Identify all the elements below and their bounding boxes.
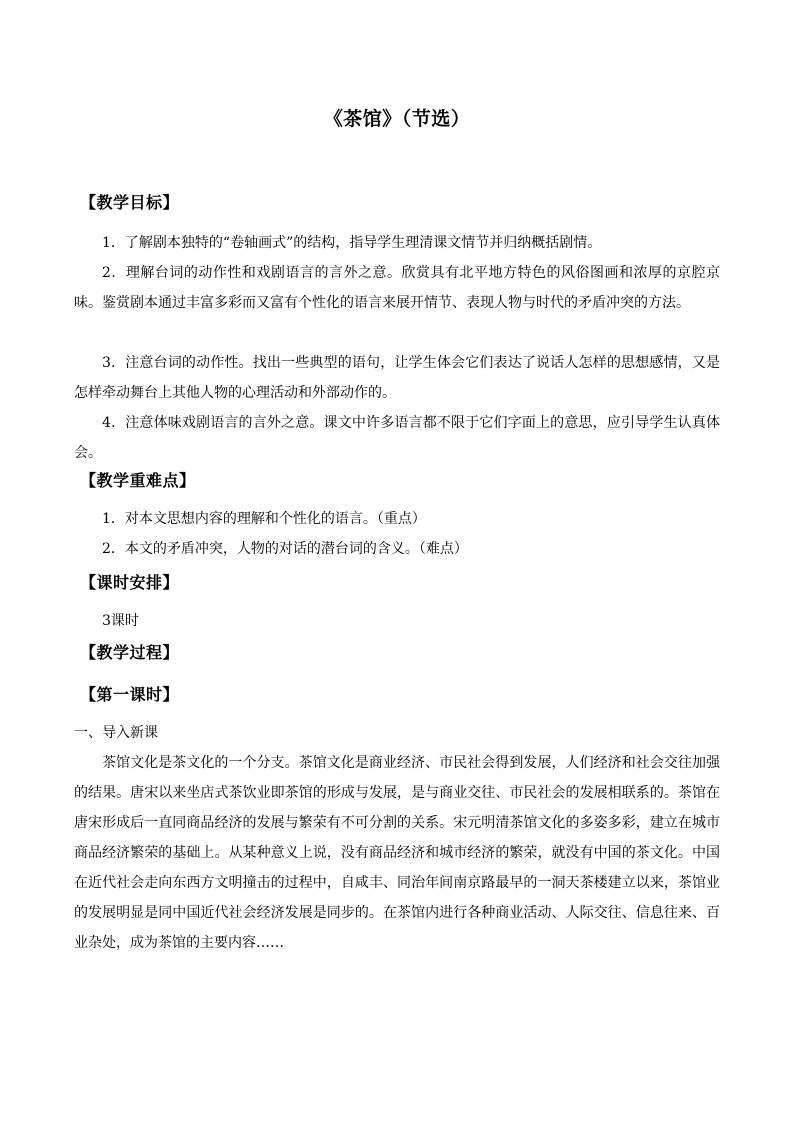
key-point-item-2: 2．本文的矛盾冲突，人物的对话的潜台词的含义。（难点）	[102, 541, 468, 557]
heading-teaching-goals: 【教学目标】	[80, 193, 180, 212]
lesson-one-subheading: 一、导入新课	[74, 725, 158, 741]
key-point-item-1: 1．对本文思想内容的理解和个性化的语言。（重点）	[102, 511, 426, 527]
heading-lesson-one: 【第一课时】	[80, 685, 180, 704]
goal-item-3: 3．注意台词的动作性。找出一些典型的语句，让学生体会它们表达了说话人怎样的思想感情，又是怎样牵动舞台上其他人物的心理活动和外部动作的。	[74, 355, 720, 401]
lesson-one-paragraph: 茶馆文化是茶文化的一个分支。茶馆文化是商业经济、市民社会得到发展，人们经济和社会交往加强的结果。唐宋以来坐店式茶饮业即茶馆的形成与发展，是与商业交往、市民社会的发展相联系的。茶馆在唐宋形成后一直同商品经济的发展与繁荣有不可分割的关系。宋元明清茶馆文化的多姿多彩，建立在城市商品经济繁荣的基础上。从某种意义上说，没有商品经济和城市经济的繁荣，就没有中国的茶文化。中国在近代社会走向东西方文明撞击的过程中，自咸丰、同治年间南京路最早的一洞天茶楼建立以来，茶馆业的发展明显是同中国近代社会经济发展是同步的。在茶馆内进行各种商业活动、人际交往、信息往来、百业杂处，成为茶馆的主要内容……	[74, 755, 720, 951]
goal-item-4: 4．注意体味戏剧语言的言外之意。课文中许多语言都不限于它们字面上的意思，应引导学生认真体会。	[74, 415, 720, 461]
heading-teaching-process: 【教学过程】	[80, 643, 180, 662]
heading-schedule: 【课时安排】	[80, 573, 180, 592]
goal-item-2: 2．理解台词的动作性和戏剧语言的言外之意。欣赏具有北平地方特色的风俗图画和浓厚的京腔京味。鉴赏剧本通过丰富多彩而又富有个性化的语言来展开情节、表现人物与时代的矛盾冲突的方法。	[74, 265, 720, 311]
goal-item-1: 1．了解剧本独特的“卷轴画式”的结构，指导学生理清课文情节并归纳概括剧情。	[102, 235, 602, 251]
schedule-text: 3课时	[102, 613, 139, 629]
heading-key-points: 【教学重难点】	[80, 471, 196, 490]
document-title: 《茶馆》（节选）	[323, 108, 471, 130]
